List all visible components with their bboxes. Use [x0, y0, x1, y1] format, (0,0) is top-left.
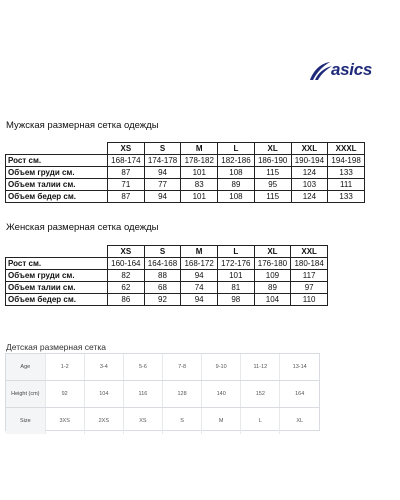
measurement-value: 62: [108, 282, 145, 294]
kids-value: 11-12: [241, 354, 280, 381]
measurement-value: 115: [254, 167, 291, 179]
kids-value: 140: [202, 381, 241, 408]
measurement-value: 71: [108, 179, 145, 191]
kids-value: XS: [123, 408, 162, 435]
measurement-value: 103: [291, 179, 328, 191]
measurement-row: [6, 294, 328, 306]
size-header-cell: L: [217, 246, 254, 258]
measurement-row: [6, 191, 365, 203]
measurement-value: 97: [291, 282, 328, 294]
size-header-cell: S: [144, 246, 181, 258]
measurement-value: 109: [254, 270, 291, 282]
measurement-value: 86: [108, 294, 145, 306]
men-size-chart-title: Мужская размерная сетка одежды: [6, 120, 159, 131]
kids-value: 7-8: [163, 354, 202, 381]
measurement-value: 92: [144, 294, 181, 306]
measurement-value: 172-176: [217, 258, 254, 270]
measurement-value: 94: [144, 191, 181, 203]
measurement-value: 168-174: [108, 155, 145, 167]
kids-value: 116: [123, 381, 162, 408]
asics-logo: [308, 60, 388, 82]
measurement-value: 133: [328, 167, 365, 179]
size-header-row: [6, 143, 365, 155]
size-header-cell: XL: [254, 143, 291, 155]
kids-row: [6, 381, 319, 408]
measurement-value: 94: [181, 294, 218, 306]
kids-value: L: [241, 408, 280, 435]
kids-size-table: [6, 354, 319, 434]
measurement-value: 94: [144, 167, 181, 179]
measurement-row: [6, 258, 328, 270]
measurement-value: 180-184: [291, 258, 328, 270]
size-header-cell: XS: [108, 143, 145, 155]
kids-size-chart-title: Детская размерная сетка: [6, 342, 107, 352]
measurement-value: 194-198: [328, 155, 365, 167]
measurement-value: 168-172: [181, 258, 218, 270]
kids-value: 2XS: [84, 408, 123, 435]
measurement-label: Объем груди см.: [6, 270, 108, 282]
kids-value: 5-6: [123, 354, 162, 381]
measurement-value: 101: [181, 167, 218, 179]
size-header-cell: XXXL: [328, 143, 365, 155]
measurement-value: 115: [254, 191, 291, 203]
measurement-value: 94: [181, 270, 218, 282]
kids-row-label: Age: [6, 354, 45, 381]
measurement-value: 87: [108, 167, 145, 179]
kids-row-label: Height (cm): [6, 381, 45, 408]
measurement-value: 108: [218, 191, 255, 203]
kids-value: S: [163, 408, 202, 435]
measurement-value: 124: [291, 191, 328, 203]
size-header-row: [6, 246, 328, 258]
measurement-value: 81: [217, 282, 254, 294]
kids-row: [6, 354, 319, 381]
men-size-table: [5, 142, 365, 203]
size-header-cell: XS: [108, 246, 145, 258]
measurement-value: 164-168: [144, 258, 181, 270]
measurement-value: 89: [218, 179, 255, 191]
kids-value: 164: [280, 381, 319, 408]
size-header-cell: M: [181, 143, 218, 155]
measurement-value: 111: [328, 179, 365, 191]
measurement-value: 68: [144, 282, 181, 294]
kids-value: 1-2: [45, 354, 84, 381]
corner-cell: [6, 246, 108, 258]
kids-value: 3-4: [84, 354, 123, 381]
measurement-row: [6, 167, 365, 179]
kids-value: 152: [241, 381, 280, 408]
measurement-label: Объем талии см.: [6, 179, 108, 191]
measurement-row: [6, 155, 365, 167]
measurement-value: 190-194: [291, 155, 328, 167]
kids-size-table-frame: [5, 353, 320, 431]
measurement-value: 108: [218, 167, 255, 179]
size-header-cell: L: [218, 143, 255, 155]
size-header-cell: XXL: [291, 246, 328, 258]
measurement-label: Объем талии см.: [6, 282, 108, 294]
measurement-label: Объем бедер см.: [6, 294, 108, 306]
kids-value: 9-10: [202, 354, 241, 381]
measurement-value: 88: [144, 270, 181, 282]
measurement-value: 101: [181, 191, 218, 203]
kids-value: 128: [163, 381, 202, 408]
measurement-value: 176-180: [254, 258, 291, 270]
measurement-row: [6, 282, 328, 294]
measurement-value: 182-186: [218, 155, 255, 167]
measurement-label: Объем груди см.: [6, 167, 108, 179]
measurement-value: 101: [217, 270, 254, 282]
measurement-value: 98: [217, 294, 254, 306]
measurement-value: 174-178: [144, 155, 181, 167]
measurement-value: 77: [144, 179, 181, 191]
measurement-value: 124: [291, 167, 328, 179]
measurement-value: 133: [328, 191, 365, 203]
measurement-value: 160-164: [108, 258, 145, 270]
kids-value: 92: [45, 381, 84, 408]
kids-value: 13-14: [280, 354, 319, 381]
measurement-value: 117: [291, 270, 328, 282]
measurement-label: Объем бедер см.: [6, 191, 108, 203]
women-size-chart-title: Женская размерная сетка одежды: [6, 222, 159, 233]
measurement-value: 87: [108, 191, 145, 203]
measurement-value: 74: [181, 282, 218, 294]
women-size-table: [5, 245, 328, 306]
size-header-cell: M: [181, 246, 218, 258]
kids-row-label: Size: [6, 408, 45, 435]
measurement-label: Рост см.: [6, 258, 108, 270]
measurement-row: [6, 270, 328, 282]
size-header-cell: S: [144, 143, 181, 155]
measurement-value: 89: [254, 282, 291, 294]
measurement-row: [6, 179, 365, 191]
measurement-value: 82: [108, 270, 145, 282]
measurement-value: 178-182: [181, 155, 218, 167]
measurement-value: 110: [291, 294, 328, 306]
kids-row: [6, 408, 319, 435]
size-header-cell: XXL: [291, 143, 328, 155]
measurement-label: Рост см.: [6, 155, 108, 167]
corner-cell: [6, 143, 108, 155]
measurement-value: 186-190: [254, 155, 291, 167]
size-header-cell: XL: [254, 246, 291, 258]
measurement-value: 83: [181, 179, 218, 191]
kids-value: M: [202, 408, 241, 435]
asics-wordmark: asics: [331, 60, 373, 79]
kids-value: XL: [296, 418, 304, 424]
kids-value: 104: [84, 381, 123, 408]
measurement-value: 95: [254, 179, 291, 191]
kids-value: 3XS: [45, 408, 84, 435]
measurement-value: 104: [254, 294, 291, 306]
